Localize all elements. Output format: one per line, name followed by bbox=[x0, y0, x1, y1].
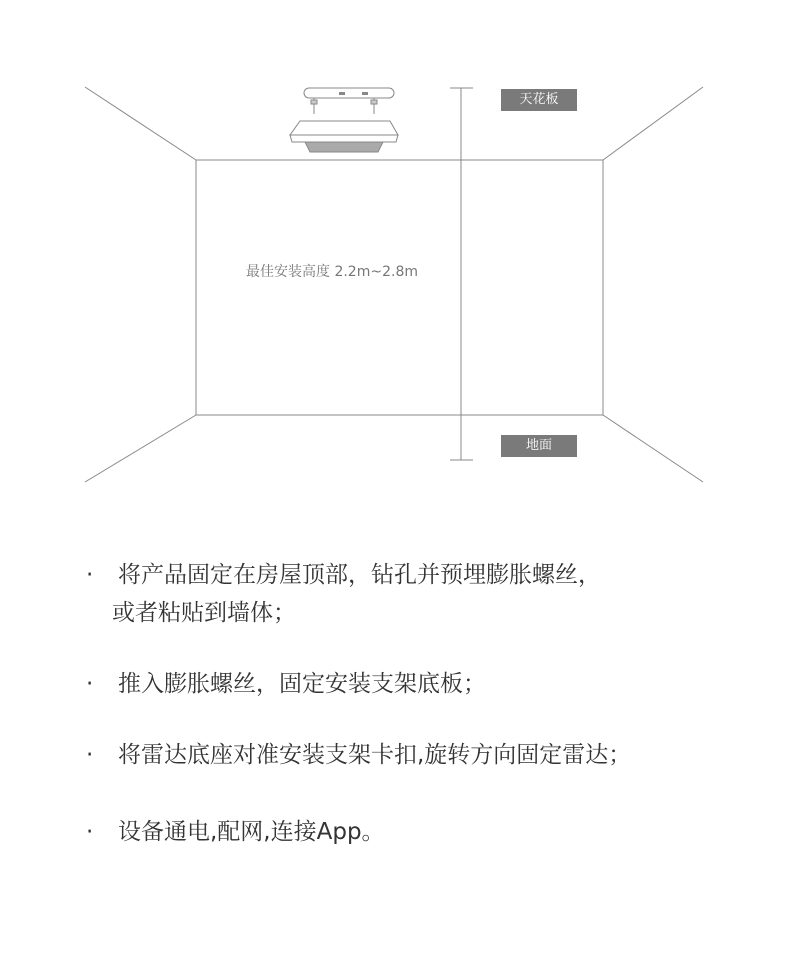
floor-right-edge bbox=[603, 415, 703, 482]
step-text-continued: 或者粘贴到墙体； bbox=[112, 600, 296, 626]
step-text: 设备通电,配网,连接App。 bbox=[118, 819, 385, 845]
ceiling-left-edge bbox=[85, 87, 196, 160]
installation-height-label: 最佳安装高度 2.2m~2.8m bbox=[246, 264, 418, 280]
step-text: 将雷达底座对准安装支架卡扣,旋转方向固定雷达； bbox=[118, 742, 632, 768]
bullet: · bbox=[86, 562, 94, 588]
ceiling-right-edge bbox=[603, 87, 703, 160]
mounting-bracket-icon bbox=[304, 88, 394, 114]
floor-left-edge bbox=[85, 415, 196, 482]
bullet: · bbox=[86, 819, 94, 845]
radar-device-icon bbox=[290, 121, 398, 152]
step-text: 将产品固定在房屋顶部，钻孔并预埋膨胀螺丝， bbox=[118, 562, 601, 588]
back-wall bbox=[196, 160, 603, 415]
bullet: · bbox=[86, 671, 94, 697]
floor-label: 地面 bbox=[501, 435, 577, 457]
ceiling-label: 天花板 bbox=[501, 89, 577, 111]
bullet: · bbox=[86, 742, 94, 768]
step-text: 推入膨胀螺丝，固定安装支架底板； bbox=[118, 671, 486, 697]
